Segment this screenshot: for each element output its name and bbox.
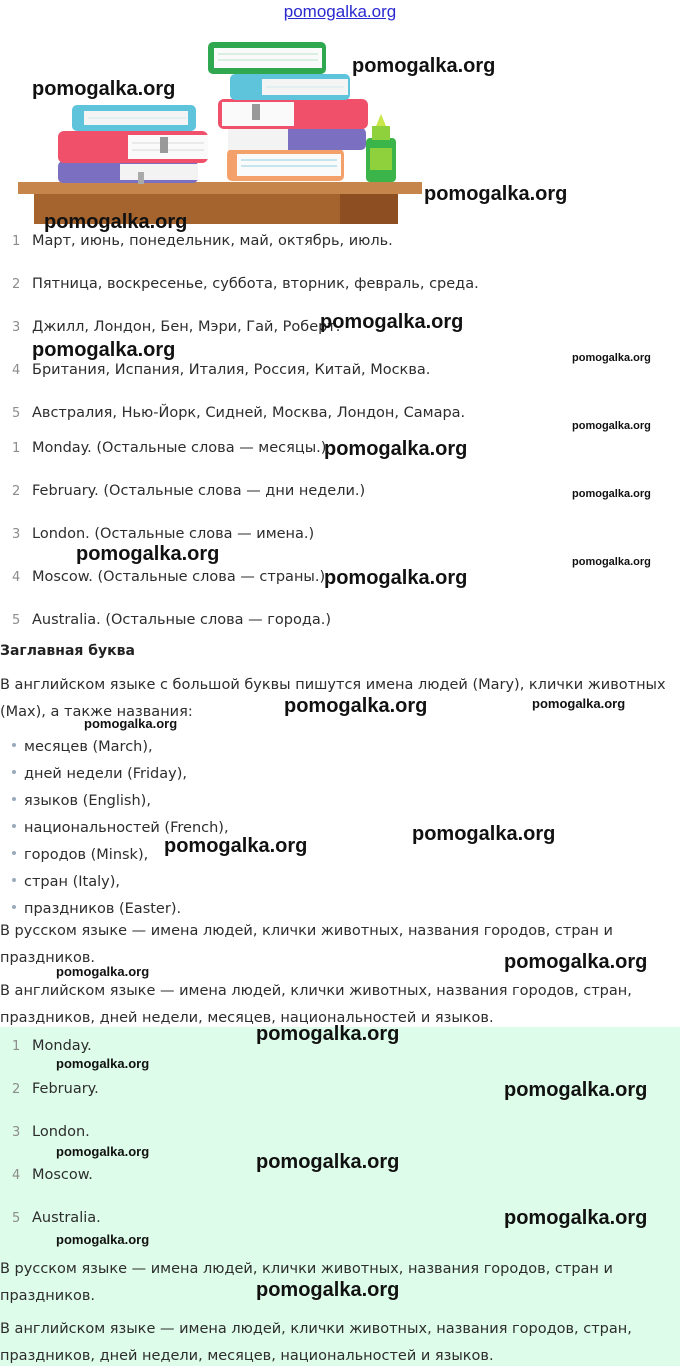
answer-number: 2 bbox=[12, 1082, 21, 1097]
intro-line: (Max), а также названия: bbox=[0, 704, 193, 720]
exercise-b-text: Australia. (Остальные слова — города.) bbox=[32, 612, 332, 628]
table-top bbox=[18, 182, 422, 194]
english-rule-line: В английском языке — имена людей, клички животных, названия городов, стран, bbox=[0, 983, 632, 999]
answer-number: 5 bbox=[12, 1211, 21, 1226]
answer-number: 3 bbox=[12, 1125, 21, 1140]
answer-text: February. bbox=[32, 1081, 99, 1097]
exercise-a-number: 5 bbox=[12, 406, 21, 421]
watermark: pomogalka.org bbox=[256, 1279, 400, 1301]
exercise-a-text: Австралия, Нью-Йорк, Сидней, Москва, Лондон, Самара. bbox=[32, 405, 466, 421]
bullet-icon bbox=[12, 878, 16, 882]
watermark: pomogalka.org bbox=[320, 311, 464, 333]
exercise-a-number: 2 bbox=[12, 277, 21, 292]
site-link[interactable]: pomogalka.org bbox=[283, 2, 397, 21]
answer-russian-rule-line: праздников. bbox=[0, 1288, 95, 1304]
answer-english-rule-line: праздников, дней недели, месяцев, национальностей и языков. bbox=[0, 1348, 494, 1364]
bullet-icon bbox=[12, 743, 16, 747]
watermark: pomogalka.org bbox=[256, 1023, 400, 1045]
watermark: pomogalka.org bbox=[32, 78, 176, 100]
watermark: pomogalka.org bbox=[352, 55, 496, 77]
exercise-a-number: 3 bbox=[12, 320, 21, 335]
bullet-icon bbox=[12, 770, 16, 774]
watermark: pomogalka.org bbox=[504, 1207, 648, 1229]
watermark-small: pomogalka.org bbox=[572, 488, 651, 500]
list-item: языков (English), bbox=[12, 793, 151, 809]
answer-english-rule-line: В английском языке — имена людей, клички животных, названия городов, стран, bbox=[0, 1321, 632, 1337]
watermark-small: pomogalka.org bbox=[56, 1056, 150, 1071]
exercise-b-text: London. (Остальные слова — имена.) bbox=[32, 526, 315, 542]
english-rule-line: праздников, дней недели, месяцев, национальностей и языков. bbox=[0, 1010, 494, 1026]
watermark: pomogalka.org bbox=[324, 438, 468, 460]
watermark: pomogalka.org bbox=[324, 567, 468, 589]
watermark-small: pomogalka.org bbox=[56, 1232, 150, 1247]
watermark: pomogalka.org bbox=[424, 183, 568, 205]
exercise-a-text: Джилл, Лондон, Бен, Мэри, Гай, Роберт. bbox=[32, 319, 341, 335]
watermark: pomogalka.org bbox=[504, 1079, 648, 1101]
russian-rule-line: праздников. bbox=[0, 950, 95, 966]
exercise-b-number: 4 bbox=[12, 570, 21, 585]
exercise-b-text: Monday. (Остальные слова — месяцы.) bbox=[32, 440, 327, 456]
bullet-icon bbox=[12, 824, 16, 828]
list-item: стран (Italy), bbox=[12, 874, 120, 890]
bullet-icon bbox=[12, 905, 16, 909]
watermark-small: pomogalka.org bbox=[84, 716, 178, 731]
watermark-small: pomogalka.org bbox=[532, 696, 626, 711]
bullet-icon bbox=[12, 797, 16, 801]
russian-rule-line: В русском языке — имена людей, клички животных, названия городов, стран и bbox=[0, 923, 613, 939]
bullet-icon bbox=[12, 851, 16, 855]
list-item: месяцев (March), bbox=[12, 739, 153, 755]
watermark: pomogalka.org bbox=[504, 951, 648, 973]
answer-number: 1 bbox=[12, 1039, 21, 1054]
exercise-b-number: 3 bbox=[12, 527, 21, 542]
exercise-b-number: 2 bbox=[12, 484, 21, 499]
exercise-b-text: February. (Остальные слова — дни недели.) bbox=[32, 483, 366, 499]
exercise-a-text: Март, июнь, понедельник, май, октябрь, июль. bbox=[32, 233, 393, 249]
exercise-a-text: Пятница, воскресенье, суббота, вторник, февраль, среда. bbox=[32, 276, 479, 292]
list-item: дней недели (Friday), bbox=[12, 766, 187, 782]
watermark-small: pomogalka.org bbox=[572, 420, 651, 432]
exercise-b-text: Moscow. (Остальные слова — страны.) bbox=[32, 569, 326, 585]
watermark: pomogalka.org bbox=[256, 1151, 400, 1173]
exercise-a-number: 1 bbox=[12, 234, 21, 249]
watermark: pomogalka.org bbox=[412, 823, 556, 845]
exercise-b-number: 1 bbox=[12, 441, 21, 456]
answer-number: 4 bbox=[12, 1168, 21, 1183]
watermark-small: pomogalka.org bbox=[572, 352, 651, 364]
watermark: pomogalka.org bbox=[76, 543, 220, 565]
exercise-a-text: Британия, Испания, Италия, Россия, Китай, Москва. bbox=[32, 362, 431, 378]
exercise-a-number: 4 bbox=[12, 363, 21, 378]
answer-text: Moscow. bbox=[32, 1167, 93, 1183]
watermark-small: pomogalka.org bbox=[56, 1144, 150, 1159]
watermark: pomogalka.org bbox=[44, 211, 188, 233]
answer-text: Australia. bbox=[32, 1210, 101, 1226]
answer-text: London. bbox=[32, 1124, 90, 1140]
watermark-small: pomogalka.org bbox=[572, 556, 651, 568]
answer-russian-rule-line: В русском языке — имена людей, клички животных, названия городов, стран и bbox=[0, 1261, 613, 1277]
exercise-b-number: 5 bbox=[12, 613, 21, 628]
list-item: национальностей (French), bbox=[12, 820, 229, 836]
answer-text: Monday. bbox=[32, 1038, 92, 1054]
watermark: pomogalka.org bbox=[32, 339, 176, 361]
list-item: городов (Minsk), bbox=[12, 847, 148, 863]
section-heading: Заглавная буква bbox=[0, 643, 135, 659]
watermark-small: pomogalka.org bbox=[56, 964, 150, 979]
watermark: pomogalka.org bbox=[284, 695, 428, 717]
list-item: праздников (Easter). bbox=[12, 901, 181, 917]
intro-line: В английском языке с большой буквы пишутся имена людей (Mary), клички животных bbox=[0, 677, 666, 693]
watermark: pomogalka.org bbox=[164, 835, 308, 857]
